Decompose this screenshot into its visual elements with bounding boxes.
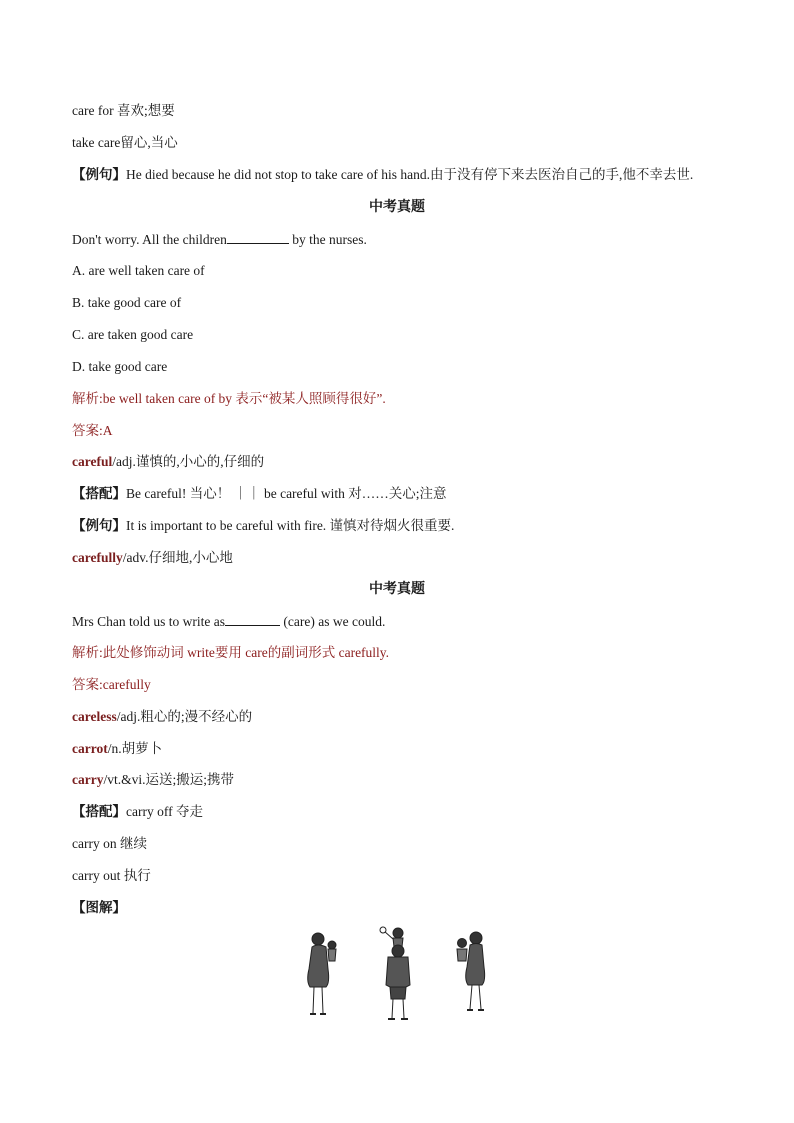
woman-carrying-child-figure <box>308 933 336 1014</box>
man-carrying-child-figure <box>380 927 410 1019</box>
definition-carry: /vt.&vi.运送;搬运;携带 <box>103 772 234 787</box>
entry-carefully <box>72 548 233 568</box>
phrase-carry-on: carry on 继续 <box>72 836 147 851</box>
question-2-text-after: (care) as we could. <box>280 614 386 629</box>
question-1 <box>72 229 367 250</box>
analysis-1: 解析:be well taken care of by 表示“被某人照顾得很好”. <box>72 391 386 406</box>
collocation-text-2: carry off 夺走 <box>126 804 203 819</box>
collocation-careful <box>72 484 447 504</box>
entry-careful <box>72 452 264 472</box>
phrase-care-for: care for 喜欢;想要 <box>72 103 175 118</box>
question-1-text-before: Don't worry. All the children <box>72 232 227 247</box>
question-2-text-before: Mrs Chan told us to write as <box>72 614 225 629</box>
example-tag: 【例句】 <box>72 167 126 182</box>
phrase-carry-out: carry out 执行 <box>72 868 151 883</box>
example-text-2: It is important to be careful with fire. 谨慎对待烟火很重要. <box>126 518 455 533</box>
question-2 <box>72 611 385 632</box>
headword-careless: careless <box>72 709 117 724</box>
definition-carrot: /n.胡萝卜 <box>107 741 163 756</box>
headword-careful: careful <box>72 454 113 469</box>
example-sentence-1 <box>72 165 693 185</box>
definition-careful: /adj.谨慎的,小心的,仔细的 <box>112 454 265 469</box>
section-heading-exam-1: 中考真题 <box>369 200 425 215</box>
headword-carefully: carefully <box>72 550 123 565</box>
option-a: A. are well taken care of <box>72 263 205 278</box>
example-tag-2: 【例句】 <box>72 518 126 533</box>
illustration-tag <box>72 898 126 918</box>
illustration-tag-text: 【图解】 <box>72 900 126 915</box>
option-d: D. take good care <box>72 359 168 374</box>
example-sentence-2 <box>72 516 454 536</box>
option-b: B. take good care of <box>72 295 182 310</box>
question-1-text-after: by the nurses. <box>288 232 367 247</box>
collocation-tag: 【搭配】 <box>72 486 126 501</box>
example-text: He died because he did not stop to take care of his hand.由于没有停下来去医治自己的手,他不幸去世. <box>126 167 694 182</box>
definition-carefully: /adv.仔细地,小心地 <box>122 550 233 565</box>
carry-illustration <box>298 925 493 1025</box>
question-1-blank <box>227 229 289 244</box>
headword-carry: carry <box>72 772 104 787</box>
entry-carry <box>72 770 234 790</box>
collocation-text: Be careful! 当心！ ｜｜ be careful with 对……关心;注意 <box>126 486 447 501</box>
definition-careless: /adj.粗心的;漫不经心的 <box>116 709 253 724</box>
headword-carrot: carrot <box>72 741 108 756</box>
phrase-take-care: take care留心,当心 <box>72 135 178 150</box>
section-heading-exam-2: 中考真题 <box>369 582 425 597</box>
woman-holding-child-figure <box>457 932 485 1010</box>
answer-2: 答案:carefully <box>72 677 151 692</box>
collocation-carry <box>72 802 203 822</box>
entry-carrot <box>72 739 162 759</box>
option-c: C. are taken good care <box>72 327 194 342</box>
answer-1: 答案:A <box>72 423 113 438</box>
question-2-blank <box>225 611 280 626</box>
analysis-2: 解析:此处修饰动词 write要用 care的副词形式 carefully. <box>72 645 390 660</box>
entry-careless <box>72 707 252 727</box>
collocation-tag-2: 【搭配】 <box>72 804 126 819</box>
